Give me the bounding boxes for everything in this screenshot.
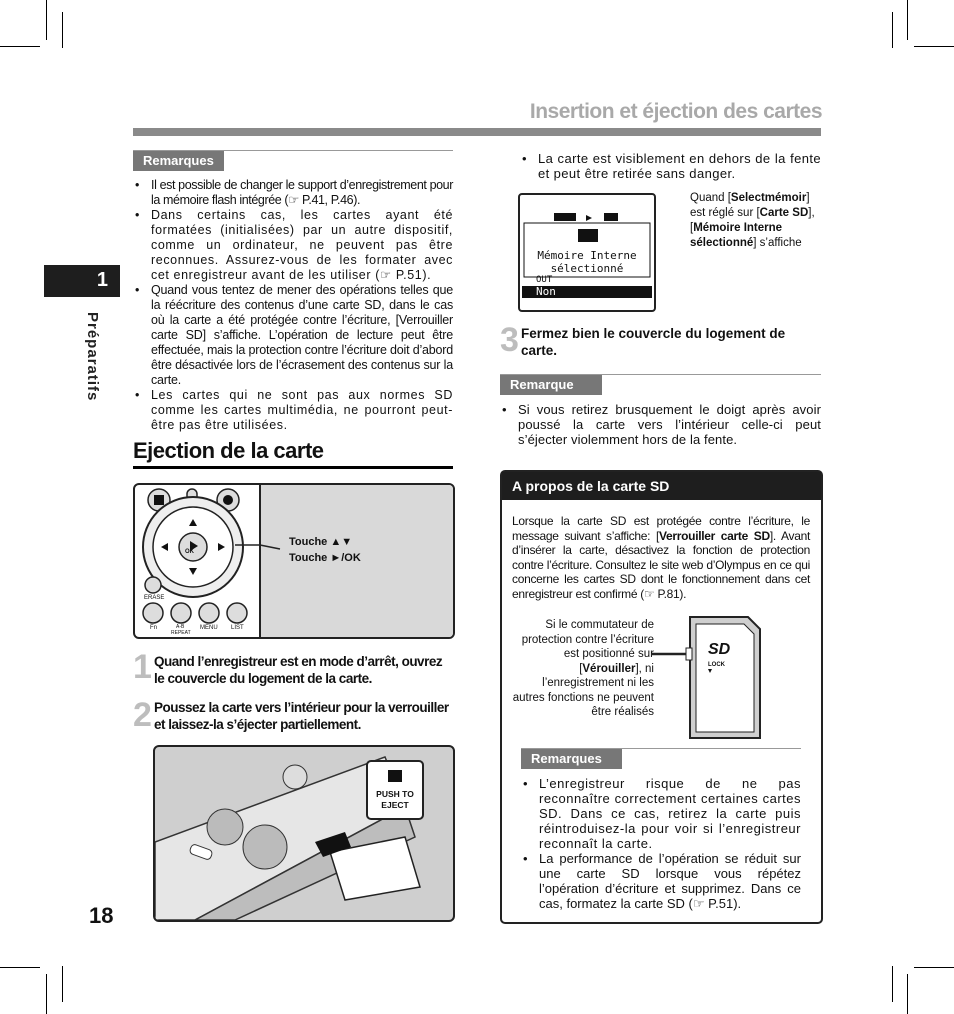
step-3-text: Fermez bien le couvercle du logement de carte. bbox=[521, 326, 786, 358]
caption-text: ] est réglé sur [ bbox=[690, 192, 810, 219]
crop-mark bbox=[62, 966, 63, 1002]
touche-labels bbox=[289, 534, 361, 566]
body-text: Lorsque la carte SD est protégée contre l’écriture, le message suivant s’affiche: [ bbox=[512, 514, 810, 543]
sd-remarks-tag: Remarques bbox=[521, 749, 622, 769]
page-title: Insertion et éjection des cartes bbox=[529, 100, 822, 123]
crop-mark bbox=[0, 46, 40, 47]
menu-label: MENU bbox=[200, 625, 218, 631]
remarks-rule bbox=[133, 150, 453, 151]
lcd-non: Non bbox=[536, 285, 556, 298]
switch-note bbox=[512, 618, 654, 720]
section-rule bbox=[133, 466, 453, 469]
step-2-text: Poussez la carte vers l’intérieur pour la verrouiller et laissez-la s’éjecter partiellement. bbox=[154, 700, 449, 732]
remarks-tag: Remarques bbox=[133, 151, 224, 171]
title-rule bbox=[133, 128, 821, 136]
note-text: Si le commutateur de protection contre l’écriture est positionné sur [ bbox=[521, 619, 654, 675]
chapter-number: 1 bbox=[44, 265, 120, 297]
caption-bold: Selectmémoir bbox=[730, 192, 807, 204]
sd-card-icon bbox=[652, 614, 762, 744]
list-item: • Il est possible de changer le support d’enregistrement pour la mémoire flash intégrée (☞ P.41, P.46). bbox=[133, 178, 453, 208]
sd-remarks-list bbox=[521, 776, 801, 911]
crop-mark bbox=[0, 967, 40, 968]
remark-list bbox=[500, 402, 821, 447]
crop-mark bbox=[914, 967, 954, 968]
step-3-number: 3 bbox=[500, 321, 519, 359]
crop-mark bbox=[892, 12, 893, 48]
caption-bold: Mémoire Interne sélectionné bbox=[690, 222, 783, 249]
eject-illustration bbox=[153, 745, 455, 922]
list-item: • La performance de l’opération se réduit sur une carte SD lorsque vous répétez l’opération d’écriture et supprimez. Dans ce cas, formatez la carte SD (☞ P.51). bbox=[521, 851, 801, 911]
note-bold: Vérouiller bbox=[582, 662, 636, 675]
crop-mark bbox=[62, 12, 63, 48]
note-text: ], ni l’enregistrement ni les autres fonctions ne peuvent être réalisés bbox=[512, 662, 654, 718]
lcd-line2: sélectionné bbox=[550, 262, 624, 275]
remark-tag: Remarque bbox=[500, 375, 602, 395]
caption-text: ], [ bbox=[690, 207, 815, 234]
step-1-number: 1 bbox=[133, 648, 152, 686]
eject-note bbox=[520, 151, 821, 181]
sd-card-info-box bbox=[500, 470, 823, 924]
lcd-line1: Mémoire Interne bbox=[537, 249, 637, 262]
lcd-caption bbox=[690, 191, 822, 251]
step-2-number: 2 bbox=[133, 696, 152, 734]
caption-text: Quand [ bbox=[690, 192, 731, 204]
list-item: • L’enregistreur risque de ne pas reconnaître correctement certaines cartes SD. Dans ce cas, retirez la carte puis réintroduisez-la pour voir si l’enregistreur reconnaît la carte. bbox=[521, 776, 801, 851]
crop-mark bbox=[46, 0, 47, 40]
lcd-screen bbox=[518, 193, 656, 312]
step-1-text: Quand l’enregistreur est en mode d’arrêt, ouvrez le couvercle du logement de la carte. bbox=[154, 654, 443, 686]
push-to-eject-label: PUSH TO EJECT bbox=[376, 789, 414, 810]
device-controls-illustration bbox=[133, 483, 455, 639]
push-to-eject-icon bbox=[366, 760, 424, 820]
crop-mark bbox=[907, 0, 908, 40]
ab-label: A-B bbox=[176, 624, 185, 630]
crop-mark bbox=[46, 974, 47, 1014]
repeat-label: REPEAT bbox=[171, 630, 191, 636]
sd-lock-label: LOCK bbox=[708, 662, 725, 668]
list-item: • La carte est visiblement en dehors de la fente et peut être retirée sans danger. bbox=[520, 151, 821, 181]
ok-label: OK bbox=[185, 549, 194, 555]
sd-box-title: A propos de la carte SD bbox=[502, 472, 821, 500]
card-slot-icon bbox=[388, 770, 402, 782]
sd-box-body bbox=[512, 514, 810, 601]
page-number: 18 bbox=[89, 903, 114, 928]
list-item bbox=[133, 283, 453, 388]
list-label: LIST bbox=[231, 625, 244, 631]
svg-text:SD: SD bbox=[708, 641, 731, 658]
touche-play-ok-label: Touche ►/OK bbox=[289, 552, 361, 564]
touche-up-down-label: Touche ▲▼ bbox=[289, 536, 353, 548]
list-item: • Les cartes qui ne sont pas aux normes SD comme les cartes multimédia, ne pourront peut-être pas être utilisées. bbox=[133, 388, 453, 433]
caption-text: ] s’affiche bbox=[753, 237, 802, 249]
remarks-list bbox=[133, 178, 453, 433]
list-item: • Dans certains cas, les cartes ayant été formatées (initialisées) par un autre dispositif, comme un ordinateur, ne peuvent pas être reconnues. Assurez-vous de les formater avec cet enregistreur avant de les utiliser (☞ P.51). bbox=[133, 208, 453, 283]
crop-mark bbox=[914, 46, 954, 47]
erase-label: ERASE bbox=[144, 595, 165, 601]
section-title: Ejection de la carte bbox=[133, 438, 324, 463]
lcd-out: OUT bbox=[536, 275, 553, 285]
caption-bold: Carte SD bbox=[759, 207, 809, 219]
body-bold: Verrouiller carte SD bbox=[658, 528, 770, 543]
chapter-label: Préparatifs bbox=[84, 312, 101, 402]
crop-mark bbox=[892, 966, 893, 1002]
fn-label: Fn bbox=[150, 625, 158, 631]
body-text: ]. Avant d’insérer la carte, désactivez la fonction de protection contre l’écriture. Consultez le site web d’Olympus en ce qui concerne les cartes SD dont le fonctionnement dans cet enregistreur est confirmé (☞ P.81). bbox=[512, 528, 810, 601]
remark-text: Quand vous tentez de mener des opérations telles que la réécriture des contenus d’une carte SD, dans le cas où la carte a été protégée contre l’écriture, [Verrouiller carte SD] s’affiche. L’opération de lecture peut être effectuée, mais la protection contre l’écriture doit d’abord être désactivée lors de l’écrasement des contenus sur la carte. bbox=[151, 283, 453, 387]
crop-mark bbox=[907, 974, 908, 1014]
list-item: • Si vous retirez brusquement le doigt après avoir poussé la carte vers l’intérieur celle-ci peut s’éjecter violemment hors de la fente. bbox=[500, 402, 821, 447]
